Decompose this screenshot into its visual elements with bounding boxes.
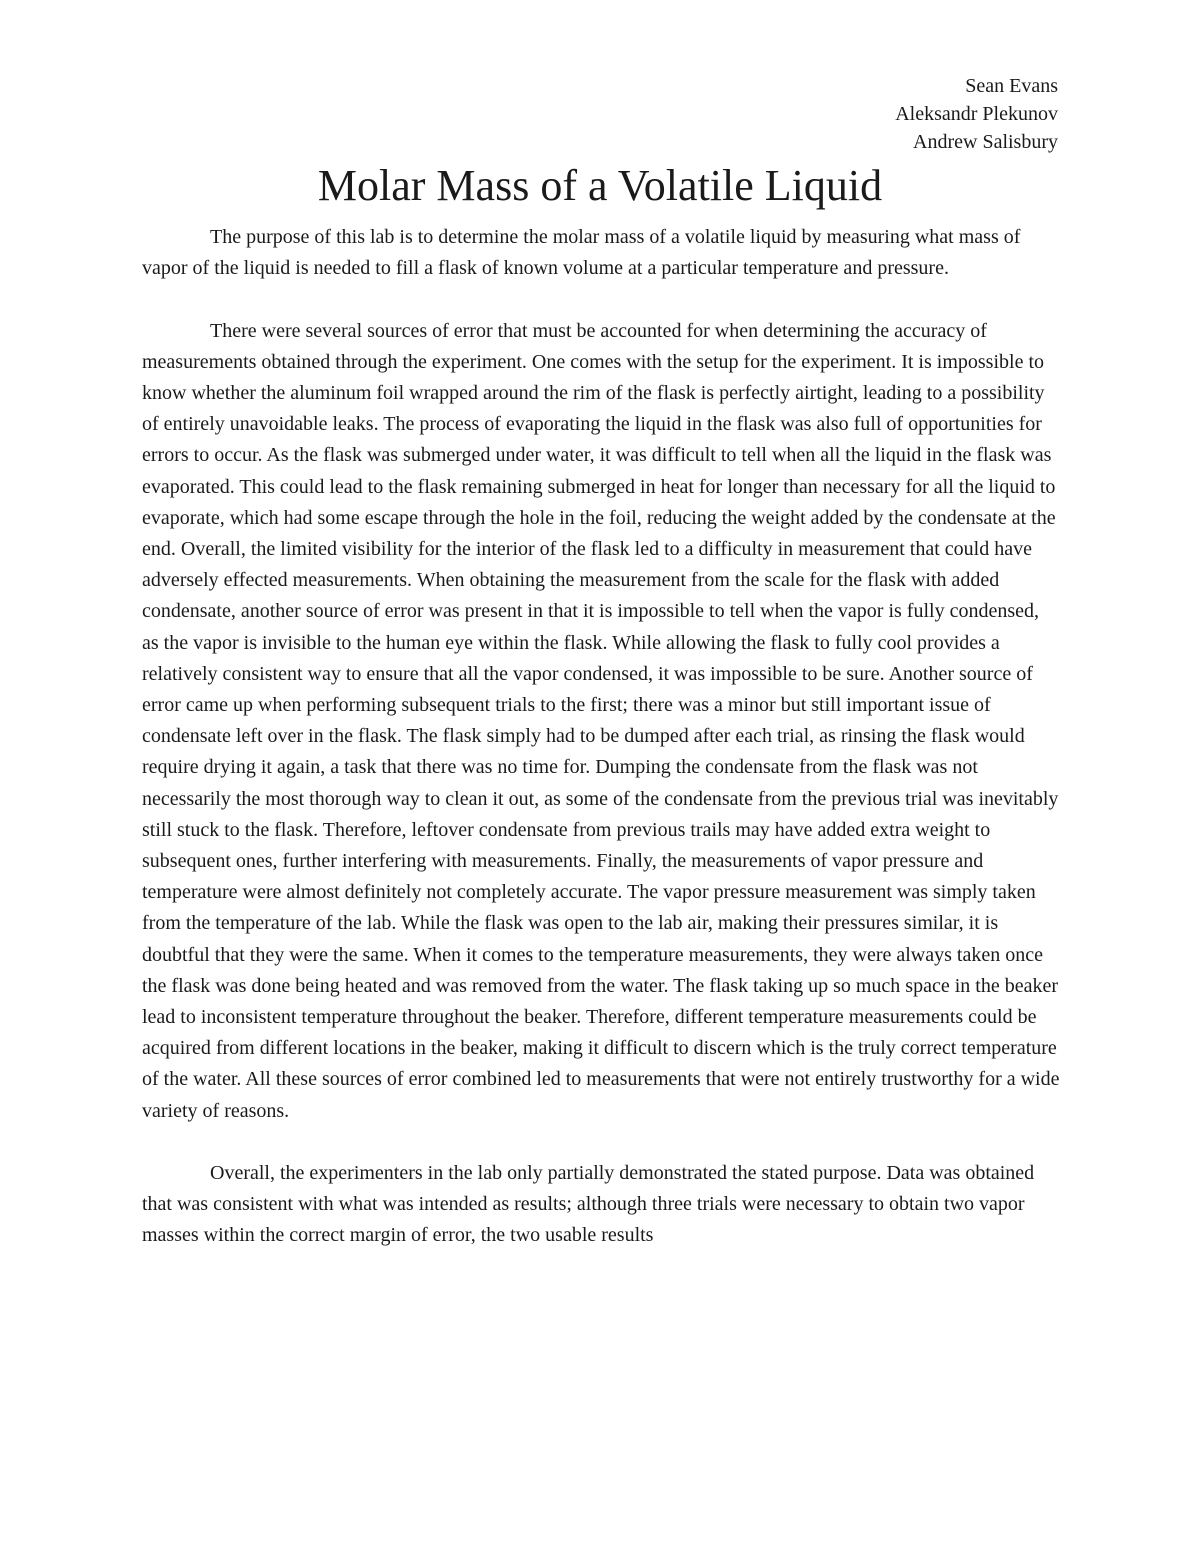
paragraph-purpose: The purpose of this lab is to determine the molar mass of a volatile liquid by measuring what mass of vapor of the liquid is needed to fill a flask of known volume at a particular temperature and pressure.	[142, 226, 1021, 280]
author-name: Aleksandr Plekunov	[895, 103, 1058, 125]
paragraph-conclusion: Overall, the experimenters in the lab only partially demonstrated the stated purpose. Data was obtained that was consistent with what was intended as results; although three trials were necessary to obtain two vapor masses within the correct margin of error, the two usable results	[142, 1162, 1035, 1247]
author-name: Sean Evans	[965, 75, 1058, 97]
document-body	[142, 222, 1060, 1283]
author-list	[895, 72, 1058, 156]
author-name: Andrew Salisbury	[913, 131, 1058, 153]
paragraph-sources-of-error: There were several sources of error that must be accounted for when determining the accuracy of measurements obtained through the experiment. One comes with the setup for the experiment. It is impossible to know whether the aluminum foil wrapped around the rim of the flask is perfectly airtight, leading to a possibility of entirely unavoidable leaks. The process of evaporating the liquid in the flask was also full of opportunities for errors to occur. As the flask was submerged under water, it was difficult to tell when all the liquid in the flask was evaporated. This could lead to the flask remaining submerged in heat for longer than necessary for all the liquid to evaporate, which had some escape through the hole in the foil, reducing the weight added by the condensate at the end. Overall, the limited visibility for the interior of the flask led to a difficulty in measurement that could have adversely effected measurements. When obtaining the measurement from the scale for the flask with added condensate, another source of error was present in that it is impossible to tell when the vapor is fully condensed, as the vapor is invisible to the human eye within the flask. While allowing the flask to fully cool provides a relatively consistent way to ensure that all the vapor condensed, it was impossible to be sure. Another source of error came up when performing subsequent trials to the first; there was a minor but still important issue of condensate left over in the flask. The flask simply had to be dumped after each trial, as rinsing the flask would require drying it again, a task that there was no time for. Dumping the condensate from the flask was not necessarily the most thorough way to clean it out, as some of the condensate from the previous trial was inevitably still stuck to the flask. Therefore, leftover condensate from previous trails may have added extra weight to subsequent ones, further interfering with measurements. Finally, the measurements of vapor pressure and temperature were almost definitely not completely accurate. The vapor pressure measurement was simply taken from the temperature of the lab. While the flask was open to the lab air, making their pressures similar, it is doubtful that they were the same. When it comes to the temperature measurements, they were always taken once the flask was done being heated and was removed from the water. The flask taking up so much space in the beaker lead to inconsistent temperature throughout the beaker. Therefore, different temperature measurements could be acquired from different locations in the beaker, making it difficult to discern which is the truly correct temperature of the water. All these sources of error combined led to measurements that were not entirely trustworthy for a wide variety of reasons.	[142, 319, 1060, 1122]
document-title: Molar Mass of a Volatile Liquid	[317, 161, 883, 210]
